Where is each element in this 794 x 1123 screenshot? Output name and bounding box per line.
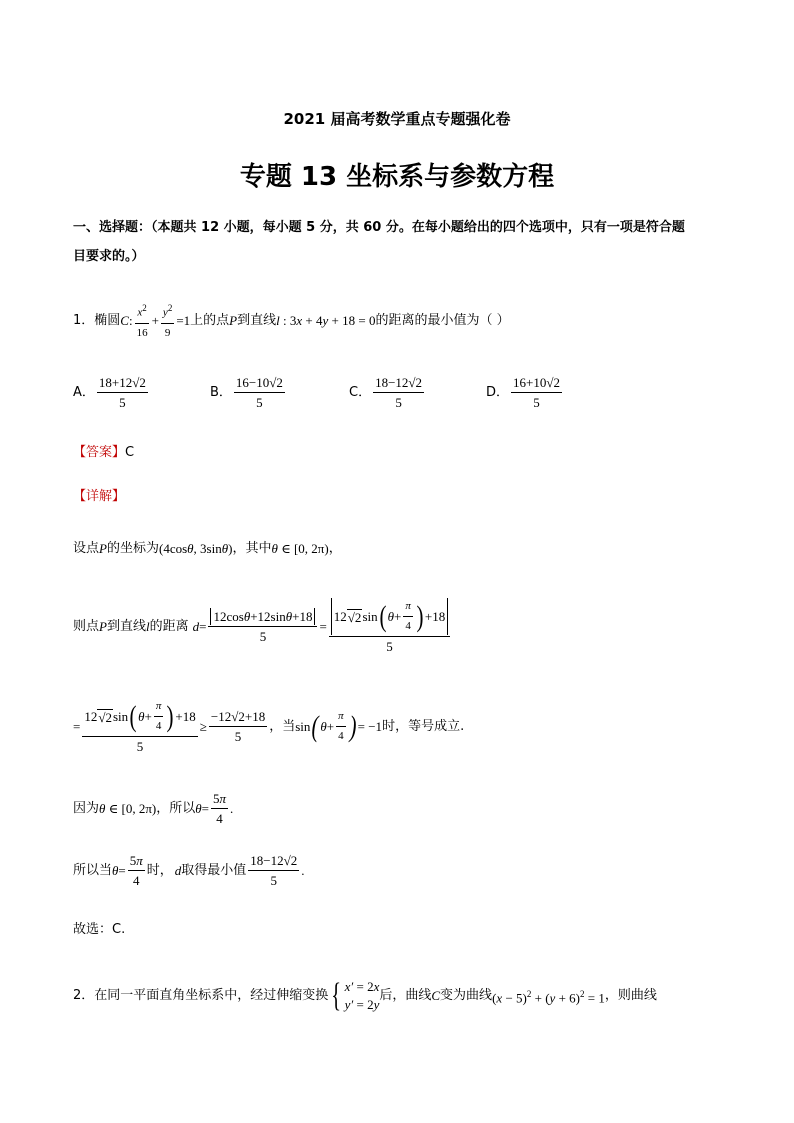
option-b-num: 16−10√2 (234, 374, 285, 393)
step4-b: ，所以 (156, 800, 196, 816)
step1-a: 设点 (73, 541, 100, 556)
option-b[interactable] (210, 374, 287, 411)
step3-b: 时，等号成立. (382, 718, 465, 734)
question-2-mid2: 变为曲线 (440, 988, 493, 1003)
step5-c: 取得最小值 (181, 862, 247, 878)
final-choice: 故选：C. (73, 922, 126, 937)
step5-a: 所以当 (73, 862, 113, 878)
option-a-num: 18+12√2 (97, 374, 148, 393)
option-c-label: C． (349, 384, 372, 400)
option-d-label: D． (486, 384, 510, 400)
scaling-transform: { x′ = 2x y′ = 2y (331, 977, 380, 1014)
solution-step-5: 所以当 θ = $\frac{5\pi}{4}$ 时， d 取得最小值 $\frac{18-12√2}{5}$ . (73, 853, 305, 888)
solution-step-4: 因为 θ ∈ [0, 2π) ，所以 θ = $\frac{5\pi}{4}$ . (73, 791, 234, 826)
doc-subtitle: 2021 届高考数学重点专题强化卷 (283, 110, 511, 128)
option-b-label: B． (210, 384, 232, 400)
option-d-den: 5 (533, 395, 540, 410)
detail-tag: 【详解】 (73, 489, 126, 504)
question-1: 1．椭圆 C : $\frac{x^2}{16}$ + $\frac{y^2}{9}$ =1 上的点 P 到直线 l : 3x + 4y + 18 = 0 的距离的最小值为（ ） (73, 300, 510, 342)
question-1-prefix: 1．椭圆 (73, 312, 121, 328)
step1-d: ， (328, 541, 342, 556)
question-1-mid3: 的距离的最小值为（ ） (375, 312, 510, 328)
option-a[interactable] (73, 374, 150, 411)
line-equation: l : 3x + 4y + 18 = 0 (276, 312, 376, 328)
question-2-mid: 后，曲线 (379, 988, 432, 1003)
curve-equation: $(x - 5)^2 + (y + 6)^2 = 1$ (492, 988, 605, 1006)
solution-step-1: 设点 P 的坐标为 (4cosθ, 3sinθ) ，其中 θ ∈ [0, 2π) ， (73, 541, 342, 556)
question-1-mid2: 到直线 (237, 312, 277, 328)
question-2-prefix: 2．在同一平面直角坐标系中，经过伸缩变换 (73, 988, 329, 1003)
answer-row (73, 444, 134, 462)
doc-title: 专题 13 坐标系与参数方程 (239, 162, 555, 192)
question-2: 2．在同一平面直角坐标系中，经过伸缩变换 { x′ = 2x y′ = 2y 后，曲线 C 变为曲线 $(x - 5)^2 + (y + 6)^2 = 1$ ，则曲线 (73, 977, 657, 1014)
section-instruction-line1: 一、选择题：（本题共 12 小题，每小题 5 分，共 60 分。在每小题给出的四个选项中，只有一项是符合题 (73, 220, 685, 235)
inequality-expression: = 12 √2 sin ( θ + $\frac{\pi}{4}$ ) +18 5 ≥ $\frac{-12√2+18}{5}$ (73, 699, 266, 754)
question-2-end: ，则曲线 (604, 988, 657, 1003)
theta-range: θ ∈ [0, 2π) (271, 541, 329, 556)
answer-value: C (125, 445, 135, 460)
solution-step-2: 则点 P 到直线 l 的距离 d = $\frac{12\cos\theta+12\sin\theta+18}{5}$ = 12 √2 sin ( θ + $\frac{\pi}{4}$ ) +18 5 (73, 598, 452, 655)
step3-a: ，当 (269, 718, 296, 734)
step2-c: 的距离 (149, 618, 189, 634)
option-c-num: 18−12√2 (373, 374, 424, 393)
solution-step-3 (73, 698, 464, 755)
step1-c: ，其中 (232, 541, 272, 556)
option-a-den: 5 (119, 395, 126, 410)
option-c-den: 5 (395, 395, 402, 410)
answer-tag: 【答案】 (73, 445, 126, 460)
option-b-den: 5 (256, 395, 263, 410)
option-d-num: 16+10√2 (511, 374, 562, 393)
option-d[interactable] (486, 374, 564, 411)
step2-a: 则点 (73, 618, 100, 634)
step1-b: 的坐标为 (106, 541, 159, 556)
equality-condition: sin ( θ + $\frac{\pi}{4}$ ) = −1 (295, 709, 383, 743)
option-c[interactable] (349, 374, 426, 411)
ellipse-equation: C : $\frac{x^2}{16}$ + $\frac{y^2}{9}$ =1 (120, 300, 190, 342)
step2-b: 到直线 (106, 618, 146, 634)
option-a-label: A． (73, 384, 95, 400)
point-coordinates: (4cosθ, 3sinθ) (158, 541, 233, 556)
step4-a: 因为 (73, 800, 100, 816)
distance-formula: d = $\frac{12\cos\theta+12\sin\theta+18}{5}$ = 12 √2 sin ( θ + $\frac{\pi}{4}$ ) +18 5 (193, 598, 453, 655)
step5-b: 时， (146, 862, 173, 878)
section-instruction-line2: 目要求的。） (73, 249, 145, 264)
question-1-mid1: 上的点 (190, 312, 230, 328)
